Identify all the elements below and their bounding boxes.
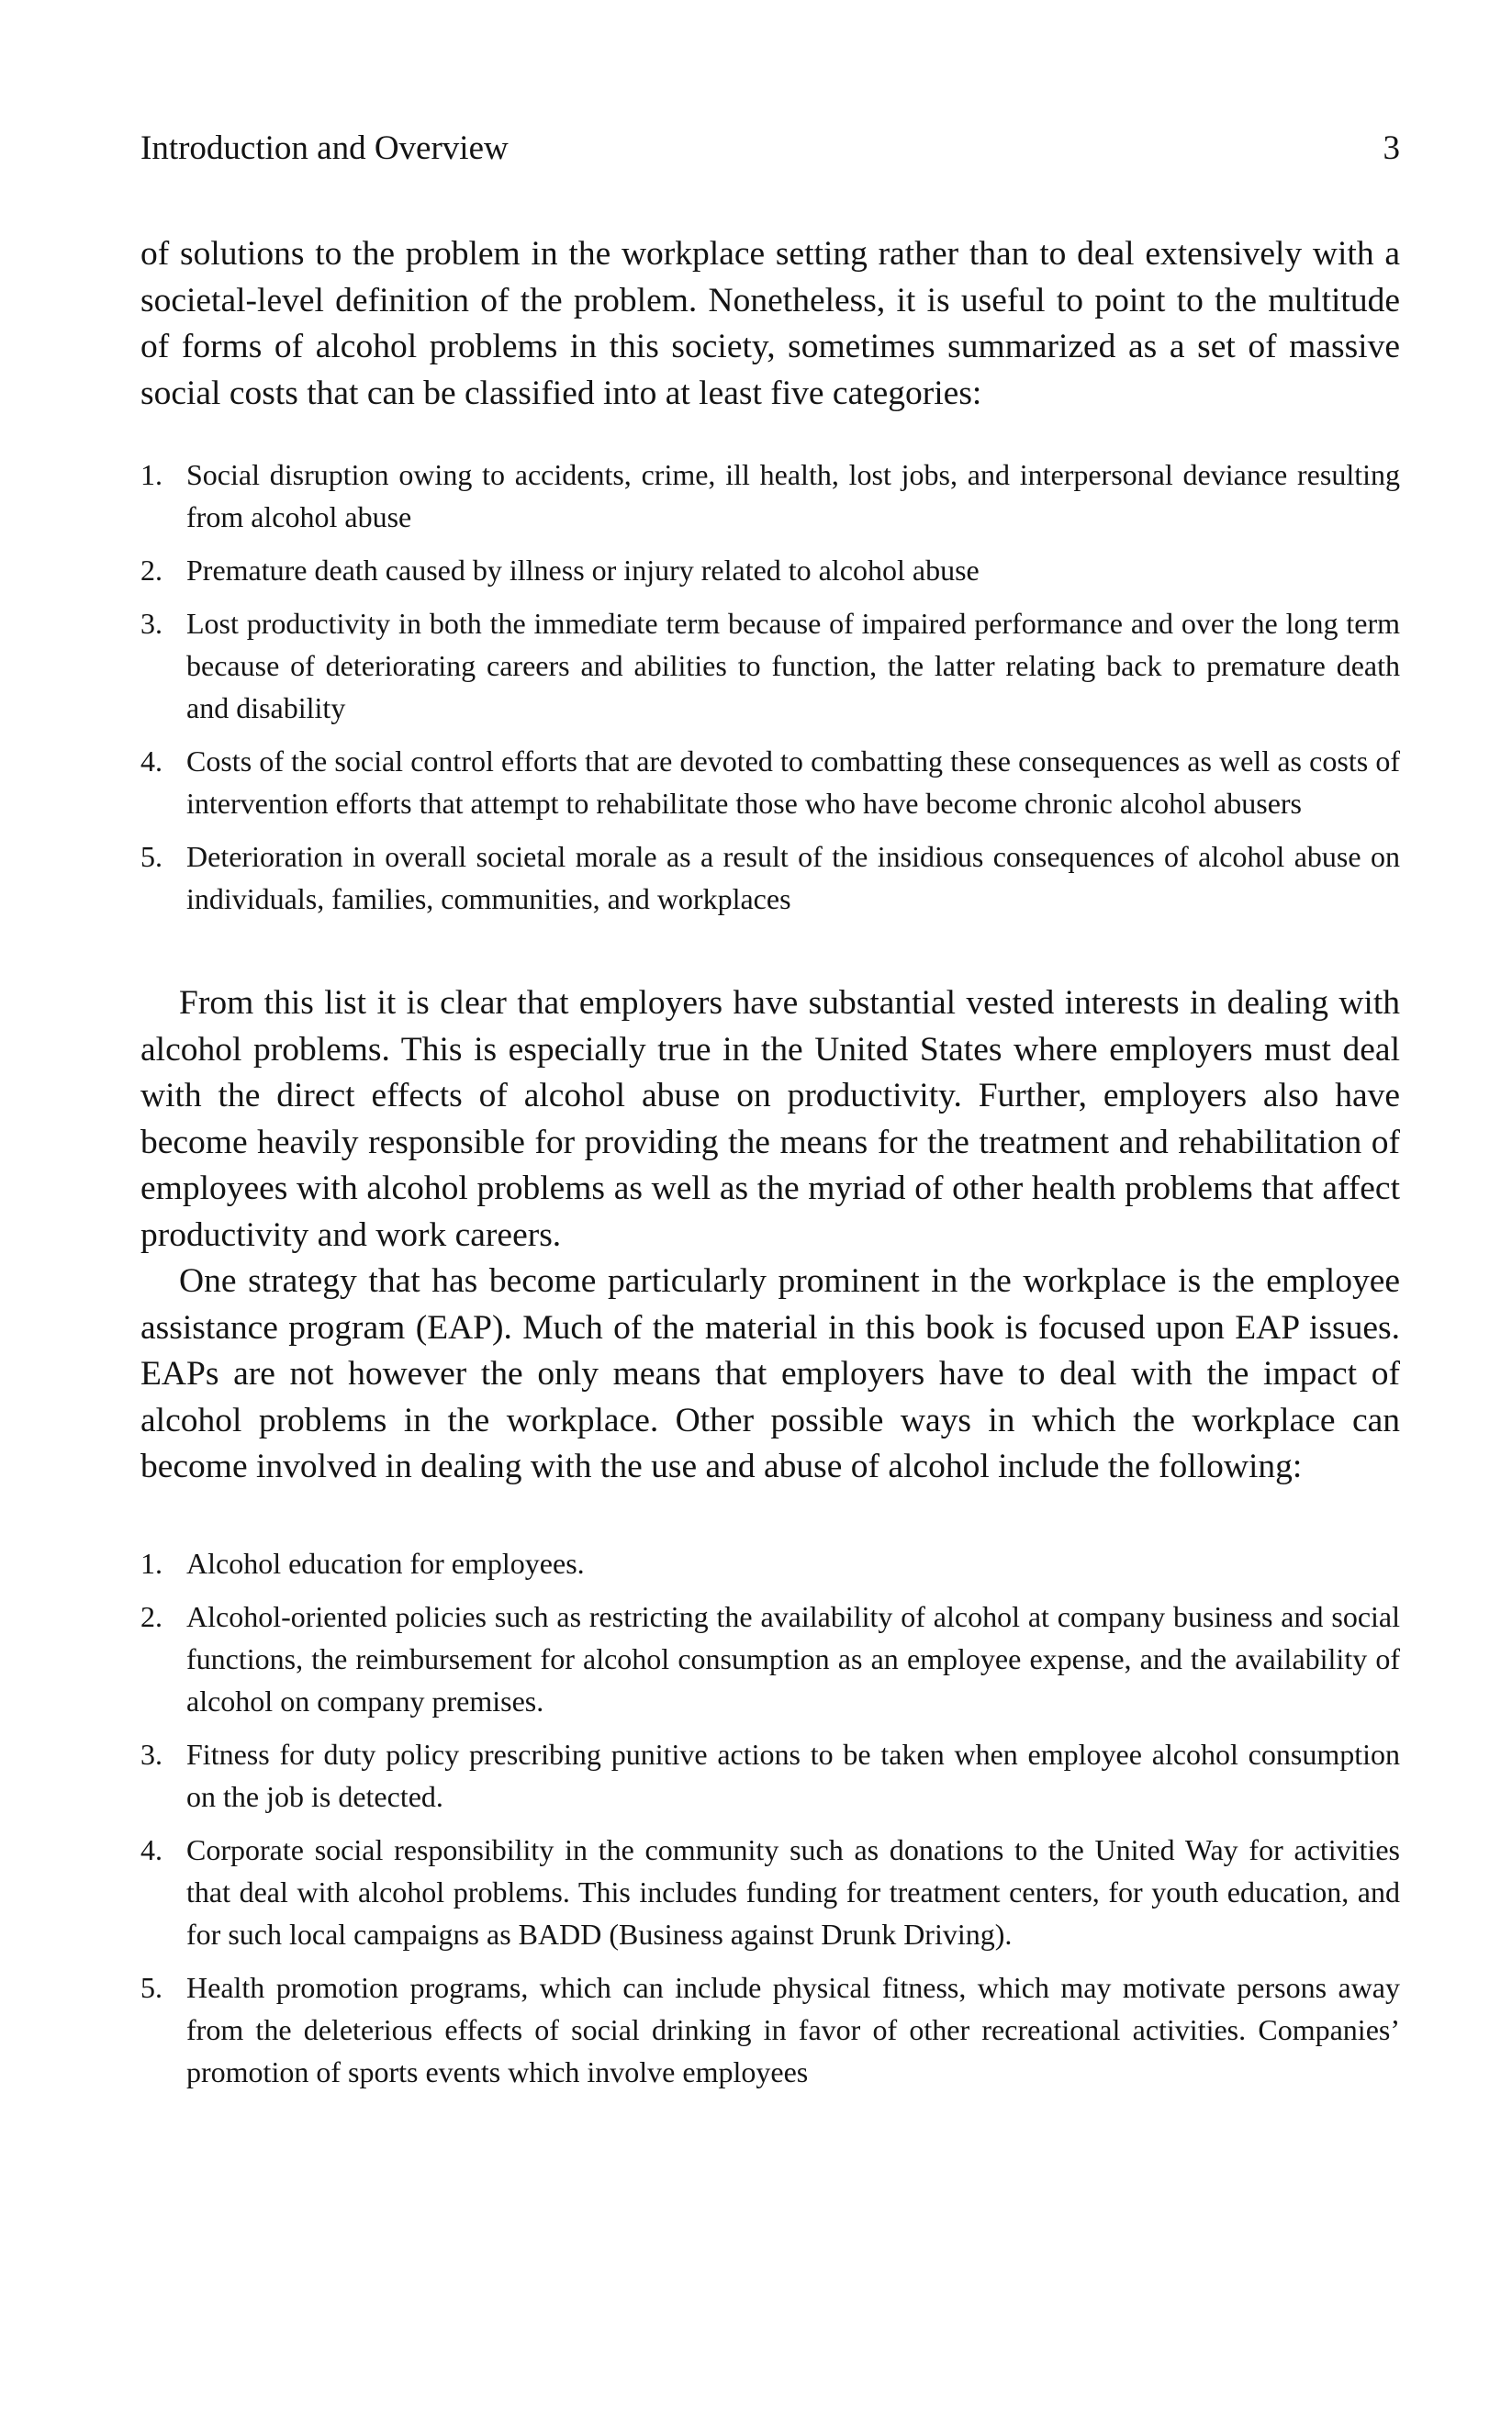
chapter-title: Introduction and Overview (140, 129, 509, 167)
list-item-text: Alcohol education for employees. (186, 1546, 585, 1580)
list-item-text: Deterioration in overall societal morale as a result of the insidious consequences of alcohol abuse on individuals, families, communities, and workplaces (186, 840, 1400, 915)
list-item-number: 3. (140, 1737, 162, 1771)
list-item (140, 453, 1400, 538)
list-item (140, 1595, 1400, 1722)
workplace-ways-list (140, 1542, 1400, 2093)
list-item (140, 835, 1400, 920)
list-item (140, 602, 1400, 729)
paragraph-employer-interests: From this list it is clear that employers have substantial vested interests in dealing with alcohol problems. This is especially true in the United States where employers must deal with the direct effects of alcohol abuse on productivity. Further, employers also have become heavily responsible for providing the means for the treatment and rehabilitation of employees with alcohol problems as well as the myriad of other health problems that affect productivity and work careers. (140, 984, 1400, 1254)
social-costs-list (140, 453, 1400, 920)
list-item (140, 740, 1400, 824)
list-item-text: Lost productivity in both the immediate term because of impaired performance and over the long term because of deteriorating careers and abilities to function, the latter relating back to premature death and disability (186, 607, 1400, 724)
list-item (140, 1966, 1400, 2093)
list-item (140, 1733, 1400, 1818)
list-item-number: 3. (140, 607, 162, 640)
list-item-number: 2. (140, 554, 162, 587)
paragraph-eap-strategy: One strategy that has become particularly prominent in the workplace is the employee assistance program (EAP). Much of the material in this book is focused upon EAP issues. EAPs are not however the only means that employers have to deal with the impact of alcohol problems in the workplace. Other possible ways in which the workplace can become involved in dealing with the use and abuse of alcohol include the following: (140, 1262, 1400, 1485)
list-item (140, 1542, 1400, 1584)
list-item-text: Health promotion programs, which can include physical fitness, which may motivate persons away from the deleterious effects of social drinking in favor of other recreational activities. Companies’ promotion of sports events which involve employees (186, 1970, 1400, 2088)
list-item-number: 5. (140, 1970, 162, 2004)
list-item-number: 5. (140, 840, 162, 873)
list-item-number: 1. (140, 1546, 162, 1580)
page-number: 3 (1383, 129, 1400, 167)
list-item-text: Social disruption owing to accidents, crime, ill health, lost jobs, and interpersonal deviance resulting from alcohol abuse (186, 458, 1400, 533)
list-item-text: Fitness for duty policy prescribing punitive actions to be taken when employee alcohol consumption on the job is detected. (186, 1737, 1400, 1813)
list-item-number: 4. (140, 744, 162, 778)
list-item (140, 1829, 1400, 1955)
list-item-text: Costs of the social control efforts that are devoted to combatting these consequences as well as costs of intervention efforts that attempt to rehabilitate those who have become chronic alcohol abusers (186, 744, 1400, 820)
book-page (140, 129, 1400, 2093)
list-item-text: Premature death caused by illness or injury related to alcohol abuse (186, 554, 980, 587)
list-item-number: 1. (140, 458, 162, 491)
paragraph-costs-intro: of solutions to the problem in the workplace setting rather than to deal extensively with a societal-level definition of the problem. Nonetheless, it is useful to point to the multitude of forms of alcohol problems in this society, sometimes summarized as a set of massive social costs that can be classified into at least five categories: (140, 235, 1400, 412)
running-head (140, 129, 1400, 169)
list-item-text: Alcohol-oriented policies such as restricting the availability of alcohol at company business and social functions, the reimbursement for alcohol consumption as an employee expense, and the availability of alcohol on company premises. (186, 1599, 1400, 1718)
list-item-text: Corporate social responsibility in the community such as donations to the United Way for activities that deal with alcohol problems. This includes funding for treatment centers, for youth education, and for such local campaigns as BADD (Business against Drunk Driving). (186, 1832, 1400, 1951)
list-item (140, 549, 1400, 591)
list-item-number: 2. (140, 1599, 162, 1633)
list-item-number: 4. (140, 1832, 162, 1866)
